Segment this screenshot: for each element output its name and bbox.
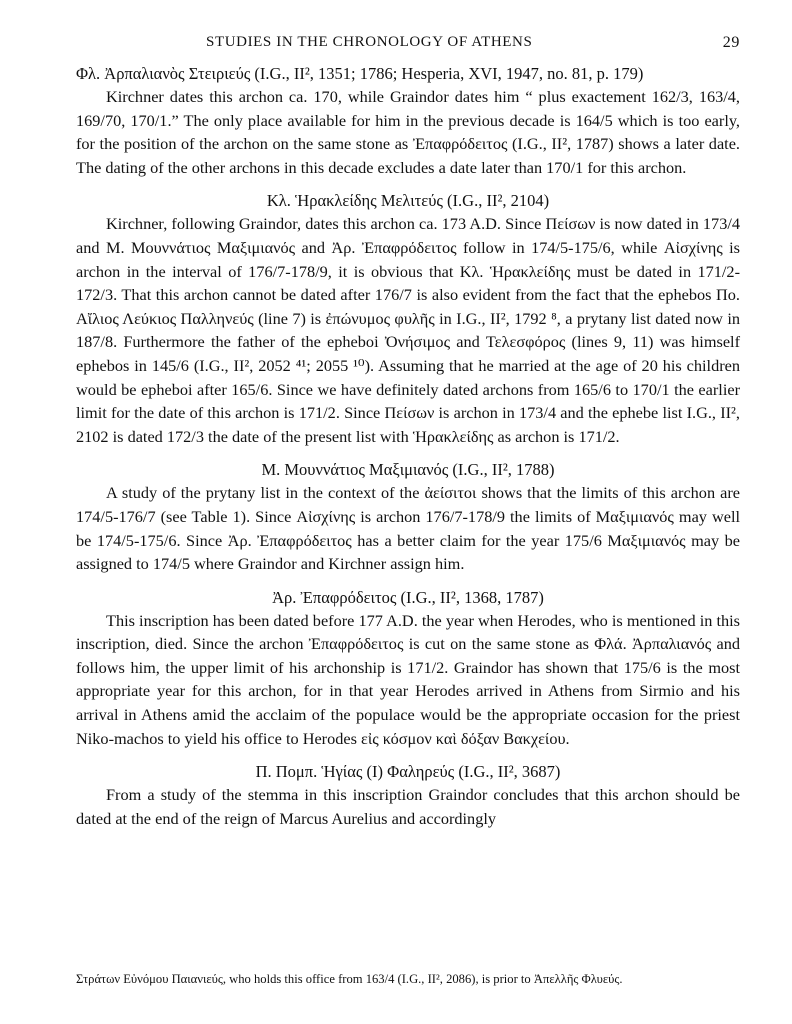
section-heading-herakleides: Κλ. Ἡρακλείδης Μελιτεύς (I.G., II², 2104)	[266, 191, 550, 211]
paragraph-harpalianos: Kirchner dates this archon ca. 170, while Graindor dates him “ plus exactement 162/3, 163/4, 169/70, 170/1.” The only place available for him in the previous decade is 164/5 which is too early, for the position of the archon on the same stone as Ἐπαφρόδειτος (I.G., II², 1787) shows a later date. The dating of the other archons in this decade excludes a date later than 170/1 for this archon.	[76, 87, 740, 177]
running-title: STUDIES IN THE CHRONOLOGY OF ATHENS	[206, 34, 533, 50]
running-header	[76, 34, 740, 56]
page-number: 29	[722, 34, 740, 51]
section-heading-harpalianos: Φλ. Ἀρπαλιανὸς Στειριεύς (I.G., II², 1351; 1786; Hesperia, XVI, 1947, no. 81, p. 179)	[76, 64, 644, 83]
paragraph-epaphrodeitos: This inscription has been dated before 177 A.D. the year when Herodes, who is mentioned in this inscription, died. Since the archon Ἐπαφρόδειτος is cut on the same stone as Φλά. Ἀρπαλιανός and follows him, the upper limit of his archonship is 171/2. Graindor has shown that 175/6 is the most appropriate year for this archon, for in that year Herodes arrived in Athens from Sirmio and his arrival in Athens amid the acclaim of the populace would be the appropriate occasion for the priest Niko-machos to yield his office to Herodes εἰς κόσμον καὶ δόξαν Βακχείου.	[76, 610, 740, 748]
paragraph-herakleides: Kirchner, following Graindor, dates this archon ca. 173 A.D. Since Πείσων is now dated in 173/4 and M. Μουννάτιος Μαξιμιανός and Ἀρ. Ἐπαφρόδειτος follow in 174/5-175/6, while Αἰσχίνης is archon in the interval of 176/7-178/9, it is obvious that Κλ. Ἡρακλείδης must be dated in 171/2-172/3. That this archon cannot be dated after 176/7 is also evident from the fact that the ephebos Πο. Αἴλιος Λεύκιος Παλληνεύς (line 7) is ἐπώνυμος φυλῆς in I.G., II², 1792 ⁸, a prytany list dated now in 187/8. Furthermore the father of the epheboi Ὀνήσιμος and Τελεσφόρος (lines 9, 11) was himself ephebos in 145/6 (I.G., II², 2052 ⁴¹; 2055 ¹⁰). Assuming that he married at the age of 20 his children would be epheboi after 165/6. Since we have definitely dated archons from 165/6 to 170/1 the earlier limit for the date of this archon is 171/2. Since Πείσων is archon in 173/4 and the ephebe list I.G., II², 2102 is dated 172/3 the date of the present list with Ἡρακλείδης as archon is 171/2.	[76, 214, 740, 446]
paragraph-maximianos: A study of the prytany list in the context of the ἀείσιτοι shows that the limits of this archon are 174/5-176/7 (see Table 1). Since Αἰσχίνης is archon 176/7-178/9 the limits of Μαξιμιανός may well be 174/5-175/6. Since Ἀρ. Ἐπαφρόδειτος has a better claim for the year 175/6 Μαξιμιανός may be assigned to 174/5 where Graindor and Kirchner assign him.	[76, 483, 740, 574]
footnote: Στράτων Εὐνόμου Παιανιεύς, who holds this office from 163/4 (I.G., II², 2086), is prior to Ἀπελλῆς Φλυεύς.	[76, 972, 623, 986]
section-heading-maximianos: M. Μουννάτιος Μαξιμιανός (I.G., II², 1788)	[261, 460, 555, 480]
section-heading-hegias: Π. Πομπ. Ἡγίας (I) Φαληρεύς (I.G., II², 3687)	[255, 762, 561, 782]
paragraph-hegias: From a study of the stemma in this inscription Graindor concludes that this archon should be dated at the end of the reign of Marcus Aurelius and accordingly	[76, 785, 740, 828]
page-content	[76, 34, 740, 830]
section-heading-epaphrodeitos: Ἀρ. Ἐπαφρόδειτος (I.G., II², 1368, 1787)	[272, 587, 544, 607]
